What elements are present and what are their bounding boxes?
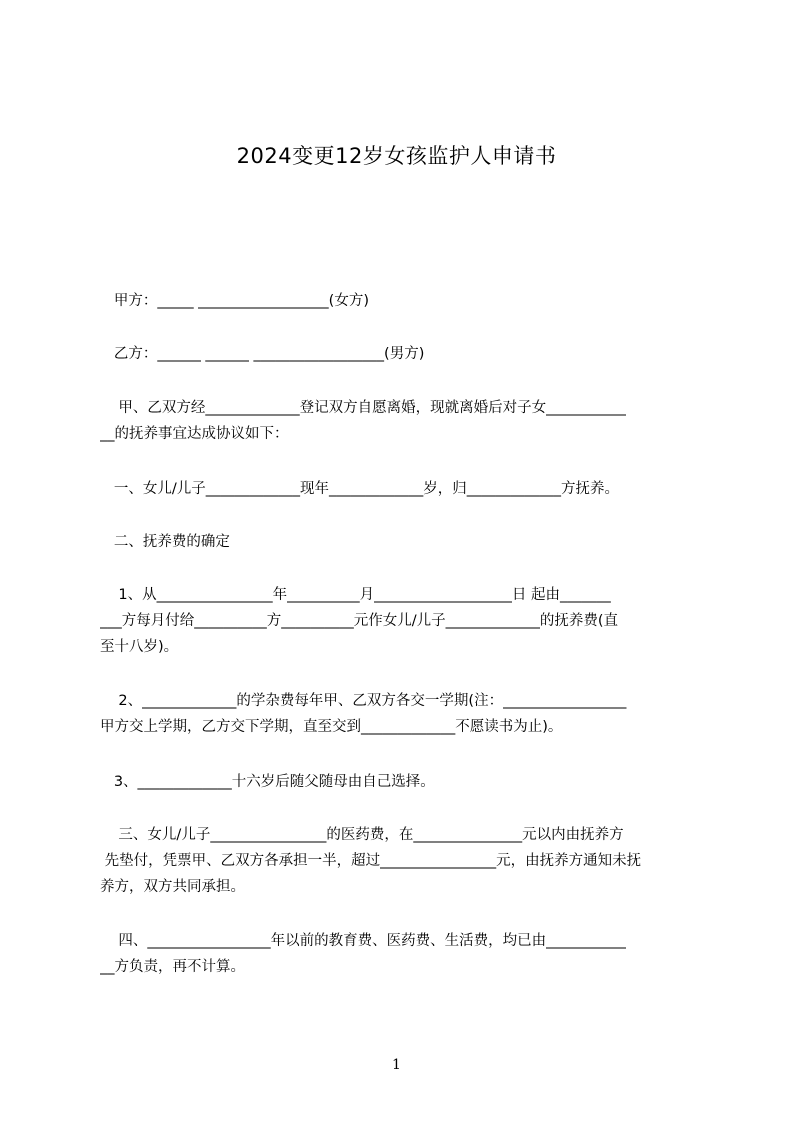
clause-2-item-2-line-1: 2、_____________的学杂费每年甲、乙双方各交一学期(注：_________________	[100, 693, 627, 709]
clause-2-item-1-line-1: 1、从________________年__________月___________________日 起由_______	[100, 587, 611, 603]
clause-4-line-1: 四、_________________年以前的教育费、医药费、生活费，均已由___________	[100, 933, 626, 949]
party-a-line: 甲方：_____ __________________(女方)	[100, 293, 370, 309]
clause-3-line-1: 三、女儿/儿子________________的医药费，在_______________元以内由抚养方	[100, 827, 624, 843]
intro-paragraph-line-2: __的抚养事宜达成协议如下：	[100, 426, 289, 442]
party-b-line: 乙方：______ ______ __________________(男方)	[100, 346, 425, 362]
intro-paragraph-line-1: 甲、乙双方经_____________登记双方自愿离婚，现就离婚后对子女___________	[100, 400, 626, 416]
clause-3-line-3: 养方，双方共同承担。	[100, 879, 245, 895]
clause-2-item-3: 3、_____________十六岁后随父随母由自己选择。	[100, 774, 435, 790]
clause-3-line-2: 先垫付，凭票甲、乙双方各承担一半，超过________________元，由抚养方通知未抚	[100, 853, 642, 869]
document-title: 2024变更12岁女孩监护人申请书	[236, 144, 557, 168]
clause-4-line-2: __方负责，再不计算。	[100, 959, 245, 975]
clause-2-item-1-line-2: ___方每月付给__________方__________元作女儿/儿子_____________的抚养费(直	[100, 613, 619, 629]
clause-2-item-1-line-3: 至十八岁)。	[100, 639, 179, 655]
page-number: 1	[392, 1057, 401, 1073]
clause-2-item-2-line-2: 甲方交上学期，乙方交下学期，直至交到_____________不愿读书为止)。	[100, 719, 563, 735]
clause-1-custody: 一、女儿/儿子_____________现年_____________岁，归_____________方抚养。	[100, 481, 619, 497]
clause-2-heading: 二、抚养费的确定	[100, 534, 230, 550]
